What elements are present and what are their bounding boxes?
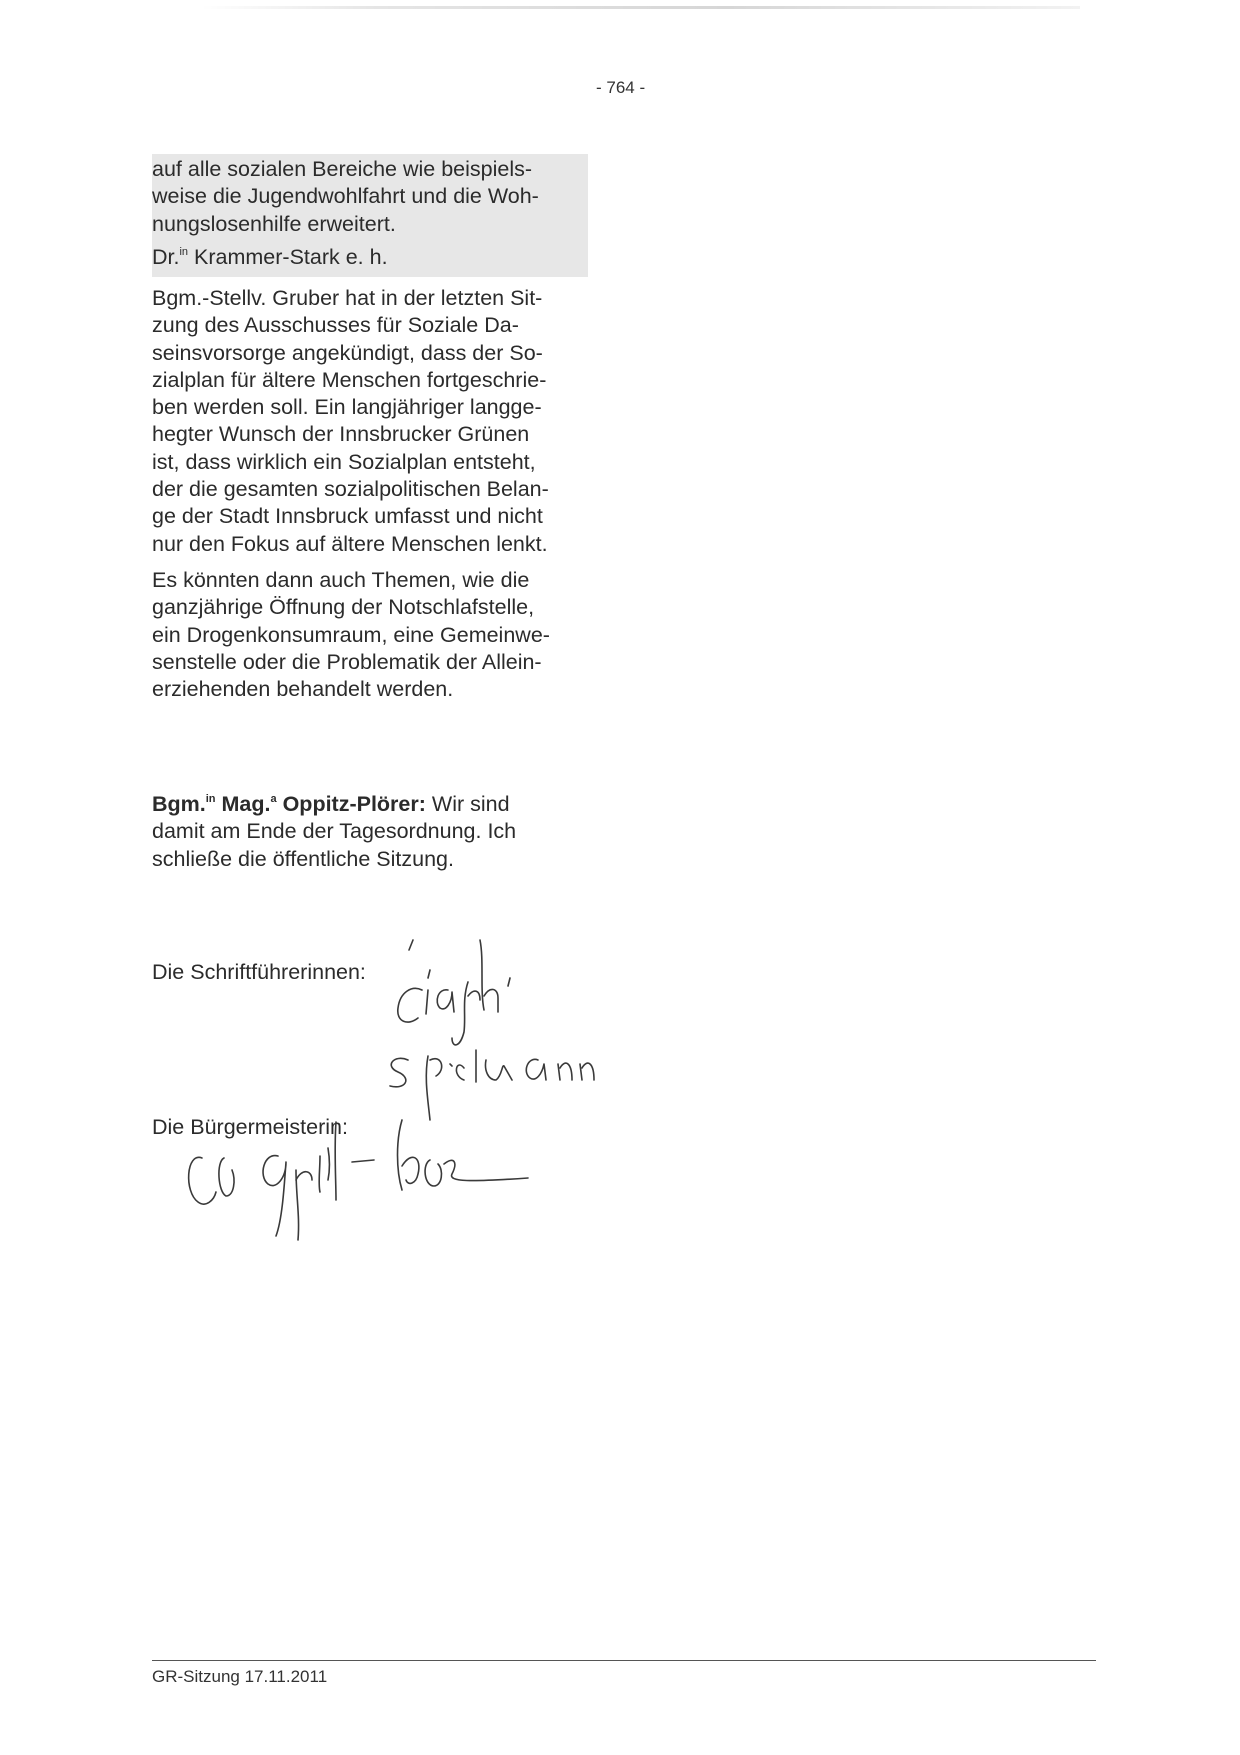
text-line: weise die Jugendwohlfahrt und die Woh- bbox=[152, 184, 539, 209]
statement-text: Wir sind bbox=[425, 792, 510, 816]
footer-session-date: GR-Sitzung 17.11.2011 bbox=[152, 1667, 328, 1686]
text-line: Bgm.-Stellv. Gruber hat in der letzten Sit- bbox=[152, 286, 543, 310]
speaker-title-sup: in bbox=[205, 793, 216, 805]
text-line: ganzjährige Öffnung der Notschlafstelle, bbox=[152, 595, 535, 620]
clerks-label: Die Schriftführerinnen: bbox=[152, 960, 366, 984]
speaker-name: Oppitz-Plörer: bbox=[276, 792, 426, 816]
paragraph-themen bbox=[152, 567, 592, 703]
text-line: hegter Wunsch der Innsbrucker Grünen bbox=[152, 422, 530, 447]
footer-rule bbox=[152, 1660, 1096, 1661]
text-line: zung des Ausschusses für Soziale Da- bbox=[152, 313, 519, 338]
scan-edge-artifact bbox=[200, 6, 1080, 9]
signature-clerk-2 bbox=[390, 1050, 594, 1120]
handwritten-signatures bbox=[180, 930, 700, 1270]
signature-mayor bbox=[189, 1120, 528, 1240]
shaded-paragraph bbox=[152, 156, 588, 238]
speaker-degree-sup: a bbox=[270, 793, 277, 805]
page-number: - 764 - bbox=[596, 78, 646, 97]
text-line: nur den Fokus auf ältere Menschen lenkt. bbox=[152, 531, 548, 556]
speaker-title: Bgm. bbox=[152, 792, 206, 816]
text-line: schließe die öffentliche Sitzung. bbox=[152, 846, 454, 871]
text-line: seinsvorsorge angekündigt, dass der So- bbox=[152, 340, 543, 365]
author-title: Dr. bbox=[152, 244, 180, 269]
closing-line bbox=[152, 791, 592, 818]
text-line: senstelle oder die Problematik der Allein- bbox=[152, 649, 542, 674]
signature-clerk-1 bbox=[398, 940, 510, 1045]
author-name: Krammer-Stark e. h. bbox=[188, 244, 388, 269]
text-line: ben werden soll. Ein langjähriger langge- bbox=[152, 395, 542, 420]
text-line: auf alle sozialen Bereiche wie beispiels- bbox=[152, 157, 533, 181]
shaded-text-block bbox=[152, 154, 588, 277]
paragraph-sozialplan bbox=[152, 285, 592, 558]
text-line: zialplan für ältere Menschen fortgeschrie- bbox=[152, 367, 547, 392]
text-line: damit am Ende der Tagesordnung. Ich bbox=[152, 819, 517, 844]
text-line: ist, dass wirklich ein Sozialplan entsteht, bbox=[152, 449, 536, 474]
author-signoff bbox=[152, 244, 588, 271]
text-line: erziehenden behandelt werden. bbox=[152, 677, 454, 702]
text-line: Es könnten dann auch Themen, wie die bbox=[152, 568, 530, 592]
text-line: ein Drogenkonsumraum, eine Gemeinwe- bbox=[152, 622, 550, 647]
text-line: der die gesamten sozialpolitischen Belan- bbox=[152, 477, 549, 502]
text-line: ge der Stadt Innsbruck umfasst und nicht bbox=[152, 504, 543, 529]
speaker-label bbox=[152, 792, 426, 816]
mayor-label: Die Bürgermeisterin: bbox=[152, 1115, 348, 1139]
closing-statement bbox=[152, 791, 592, 873]
author-title-sup: in bbox=[179, 245, 189, 258]
text-line: nungslosenhilfe erweitert. bbox=[152, 211, 396, 236]
speaker-degree: Mag. bbox=[215, 792, 271, 816]
